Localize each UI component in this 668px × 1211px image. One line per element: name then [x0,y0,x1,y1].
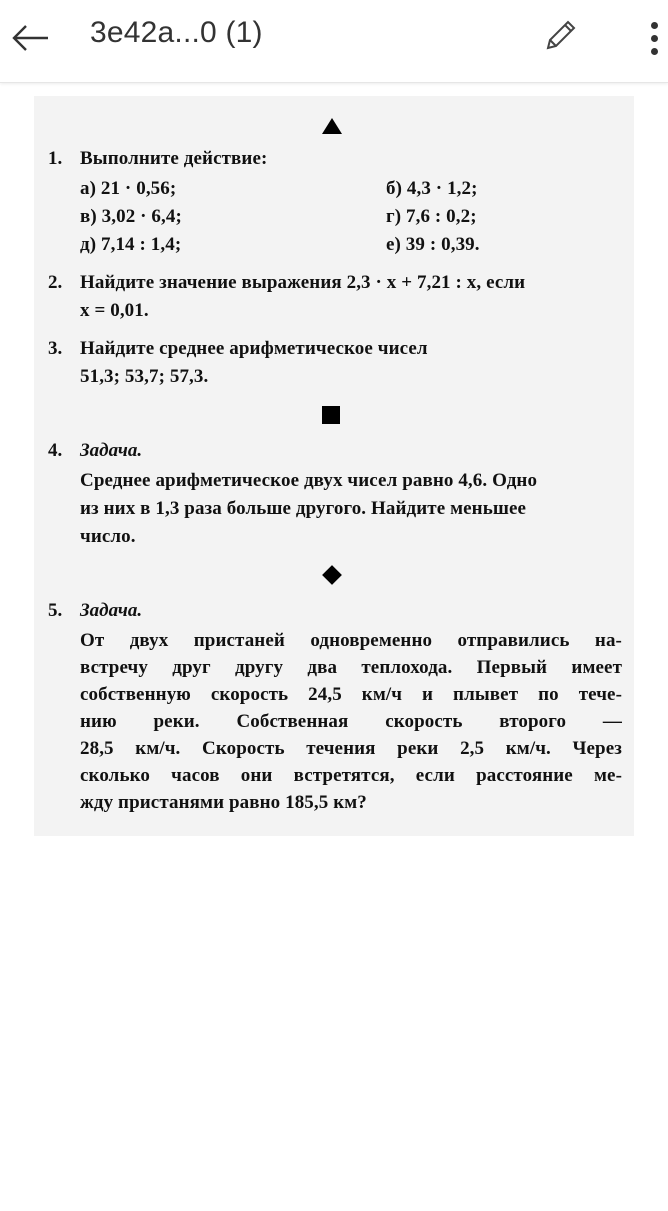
problem-5-line-2: встречу друг другу два теплохода. Первый имеет [80,657,622,678]
diamond-marker-icon [322,565,342,585]
problem-1-item-v: в) 3,02 · 6,4; [80,206,182,227]
problem-3-number: 3. [48,338,63,359]
app-bar [0,0,668,83]
problem-5-line-3: собственную скорость 24,5 км/ч и плывет по тече- [80,684,622,705]
problem-2-line-1: Найдите значение выражения 2,3 · x + 7,21 : x, если [80,272,526,293]
problem-5-number: 5. [48,600,63,621]
problem-2-number: 2. [48,272,63,293]
document-page[interactable] [34,96,634,836]
problem-5-line-4: нию реки. Собственная скорость второго — [80,711,622,732]
problem-5-line-1: От двух пристаней одновременно отправились на- [80,630,622,651]
problem-1-item-d: д) 7,14 : 1,4; [80,234,182,255]
triangle-marker-icon [322,118,342,134]
problem-1-item-a: а) 21 · 0,56; [80,178,177,199]
problem-1-heading: Выполните действие: [80,148,268,169]
back-button[interactable] [6,14,54,62]
problem-5-heading: Задача. [80,600,143,621]
problem-5-line-5: 28,5 км/ч. Скорость течения реки 2,5 км/ч. Через [80,738,622,759]
document-title: 3e42a...0 (1) [90,16,263,49]
problem-1-number: 1. [48,148,63,169]
more-options-button[interactable] [640,12,668,64]
edit-button[interactable] [536,12,584,60]
problem-1-item-e: е) 39 : 0,39. [386,234,480,255]
problem-3-line-2: 51,3; 53,7; 57,3. [80,366,209,387]
problem-1-item-b: б) 4,3 · 1,2; [386,178,478,199]
problem-3-line-1: Найдите среднее арифметическое чисел [80,338,428,359]
problem-4-line-3: число. [80,526,136,547]
problem-2-line-2: x = 0,01. [80,300,149,321]
problem-4-heading: Задача. [80,440,143,461]
problem-4-number: 4. [48,440,63,461]
problem-4-line-2: из них в 1,3 раза больше другого. Найдите меньшее [80,498,527,519]
back-arrow-icon [10,23,50,53]
problem-1-item-g: г) 7,6 : 0,2; [386,206,477,227]
problem-4-line-1: Среднее арифметическое двух чисел равно 4,6. Одно [80,470,538,491]
more-vert-icon [651,22,658,29]
problem-5-line-6: сколько часов они встретятся, если расстояние ме- [80,765,622,786]
square-marker-icon [322,406,340,424]
problem-5-line-7: жду пристанями равно 185,5 км? [80,792,367,813]
pencil-icon [540,16,580,56]
